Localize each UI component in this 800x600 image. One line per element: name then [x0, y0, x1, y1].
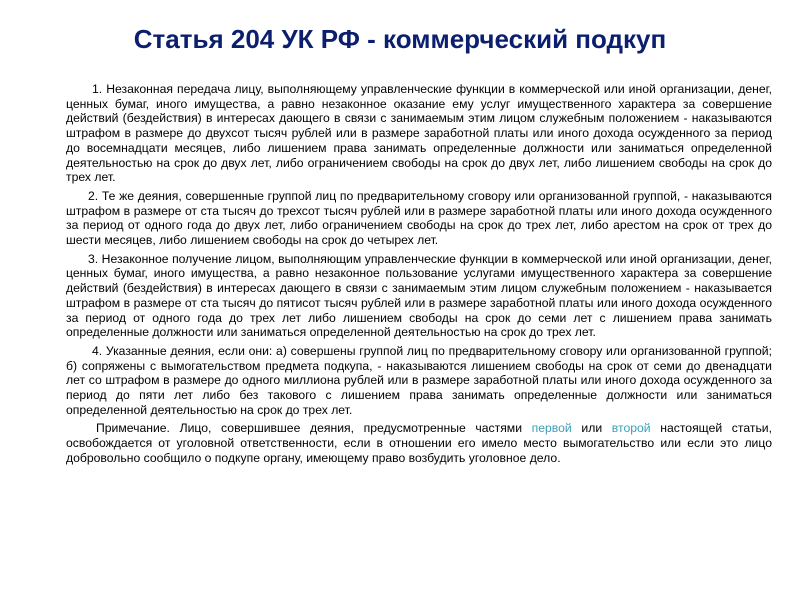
link-part-first[interactable]: первой — [531, 421, 572, 436]
note-text-start: Примечание. Лицо, совершившее деяния, предусмотренные частями — [96, 421, 532, 436]
note-text-end: настоящей статьи, освобождается от уголовной ответственности, если в отношении его имело место вымогательство или если это лицо добровольно сообщило о подкупе органу, имеющему право возбудить уголовное дело. — [66, 421, 772, 465]
note-text-middle: или — [571, 421, 612, 436]
article-part-4: 4. Указанные деяния, если они: а) совершены группой лиц по предварительному сговору или организованной группой; б) сопряжены с вымогательством предмета подкупа, - наказываются лишением свободы на срок от семи до двенадцати лет со штрафом в размере до одного миллиона рублей или в размере заработной платы или иного дохода осужденного за период до пяти лет либо без такового с лишением права занимать определенные должности или заниматься определенной деятельностью на срок до трех лет. — [66, 343, 772, 417]
article-note — [66, 421, 772, 465]
article-part-1: 1. Незаконная передача лицу, выполняющему управленческие функции в коммерческой или иной организации, денег, ценных бумаг, иного имущества, а равно незаконное оказание ему услуг имущественного характера за совершение действий (бездействия) в интересах дающего в связи с занимаемым этим лицом служебным положением - наказываются штрафом в размере до двухсот тысяч рублей или в размере заработной платы или иного дохода осужденного за период до восемнадцати месяцев, либо лишением права занимать определенные должности или заниматься определенной деятельностью на срок до двух лет, либо ограничением свободы на срок до двух лет, либо лишением свободы на срок до трех лет. — [66, 82, 772, 185]
article-part-3: 3. Незаконное получение лицом, выполняющим управленческие функции в коммерческой или иной организации, денег, ценных бумаг, иного имущества, а равно незаконное пользование услугами имущественного характера за совершение действий (бездействия) в интересах дающего в связи с занимаемым этим лицом служебным положением - наказывается штрафом в размере от ста тысяч до пятисот тысяч рублей или в размере заработной платы или иного дохода осужденного за период от одного года до трех лет либо лишением свободы на срок до семи лет с лишением права занимать определенные должности или заниматься определенной деятельностью на срок до трех лет. — [66, 251, 772, 340]
article-body — [66, 82, 772, 470]
link-part-second[interactable]: второй — [611, 421, 651, 436]
article-part-2: 2. Те же деяния, совершенные группой лиц по предварительному сговору или организованной группой, - наказываются штрафом в размере от ста тысяч до трехсот тысяч рублей или в размере заработной платы или иного дохода осужденного за период от одного года до двух лет, либо ограничением свободы на срок до трех лет, либо арестом на срок от трех до шести месяцев, либо лишением свободы на срок до четырех лет. — [66, 188, 772, 248]
page-title: Статья 204 УК РФ - коммерческий подкуп — [133, 24, 667, 54]
